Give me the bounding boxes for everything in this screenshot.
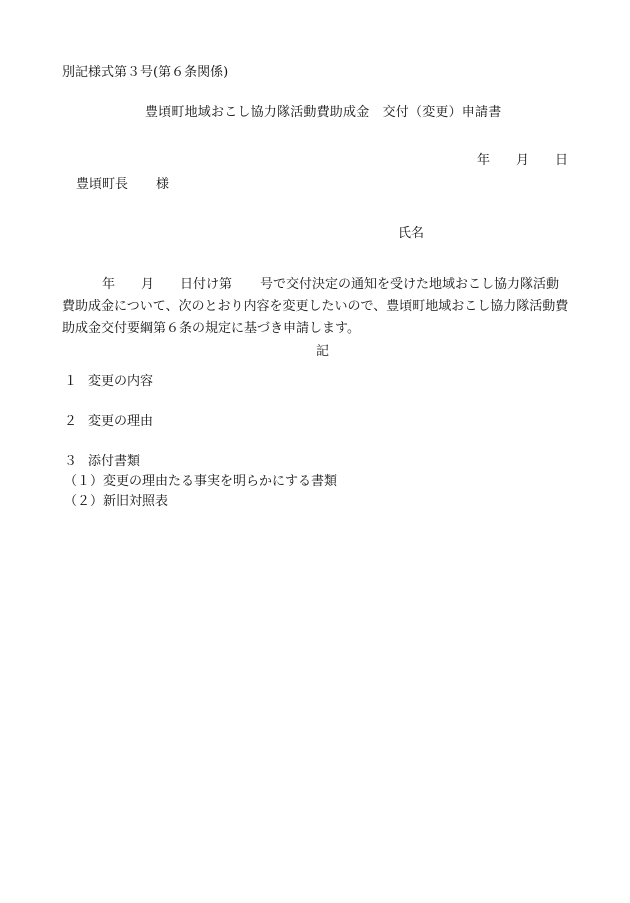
body-date-suffix: 日付け第 — [180, 277, 233, 292]
date-year-label: 年 — [477, 153, 491, 168]
body-number-suffix: 号で交付決定の通知を受けた地域おこし協力隊活動 — [260, 277, 560, 292]
body-line-1 — [62, 274, 582, 296]
date-month-label: 月 — [516, 153, 530, 168]
item-change-reason — [64, 415, 153, 428]
item-attachments — [64, 455, 140, 468]
item-number: ３ — [64, 454, 78, 469]
addressee — [76, 178, 169, 191]
body-month-label: 月 — [141, 277, 155, 292]
ki-heading: 記 — [316, 344, 330, 359]
body-paragraph — [62, 274, 582, 340]
body-line-3: 助成金交付要綱第６条の規定に基づき申請します。 — [62, 321, 360, 336]
date-line — [477, 154, 568, 167]
item-label: 変更の内容 — [88, 374, 154, 389]
item-change-content — [64, 375, 153, 388]
attachment-item: （２）新旧対照表 — [64, 494, 169, 509]
addressee-honorific: 様 — [156, 177, 170, 192]
item-number: ２ — [64, 414, 78, 429]
attachment-item: （１）変更の理由たる事実を明らかにする書類 — [64, 474, 338, 489]
form-label: 別記様式第３号(第６条関係) — [62, 65, 229, 80]
body-line-2: 費助成金について、次のとおり内容を変更したいので、豊頃町地域おこし協力隊活動費 — [62, 299, 569, 314]
addressee-name: 豊頃町長 — [76, 177, 129, 192]
date-day-label: 日 — [555, 153, 569, 168]
body-year-label: 年 — [102, 277, 116, 292]
item-label: 変更の理由 — [88, 414, 154, 429]
item-number: １ — [64, 374, 78, 389]
document-title: 豊頃町地域おこし協力隊活動費助成金 交付（変更）申請書 — [145, 105, 502, 120]
item-label: 添付書類 — [88, 454, 141, 469]
applicant-name-label: 氏名 — [398, 226, 425, 241]
